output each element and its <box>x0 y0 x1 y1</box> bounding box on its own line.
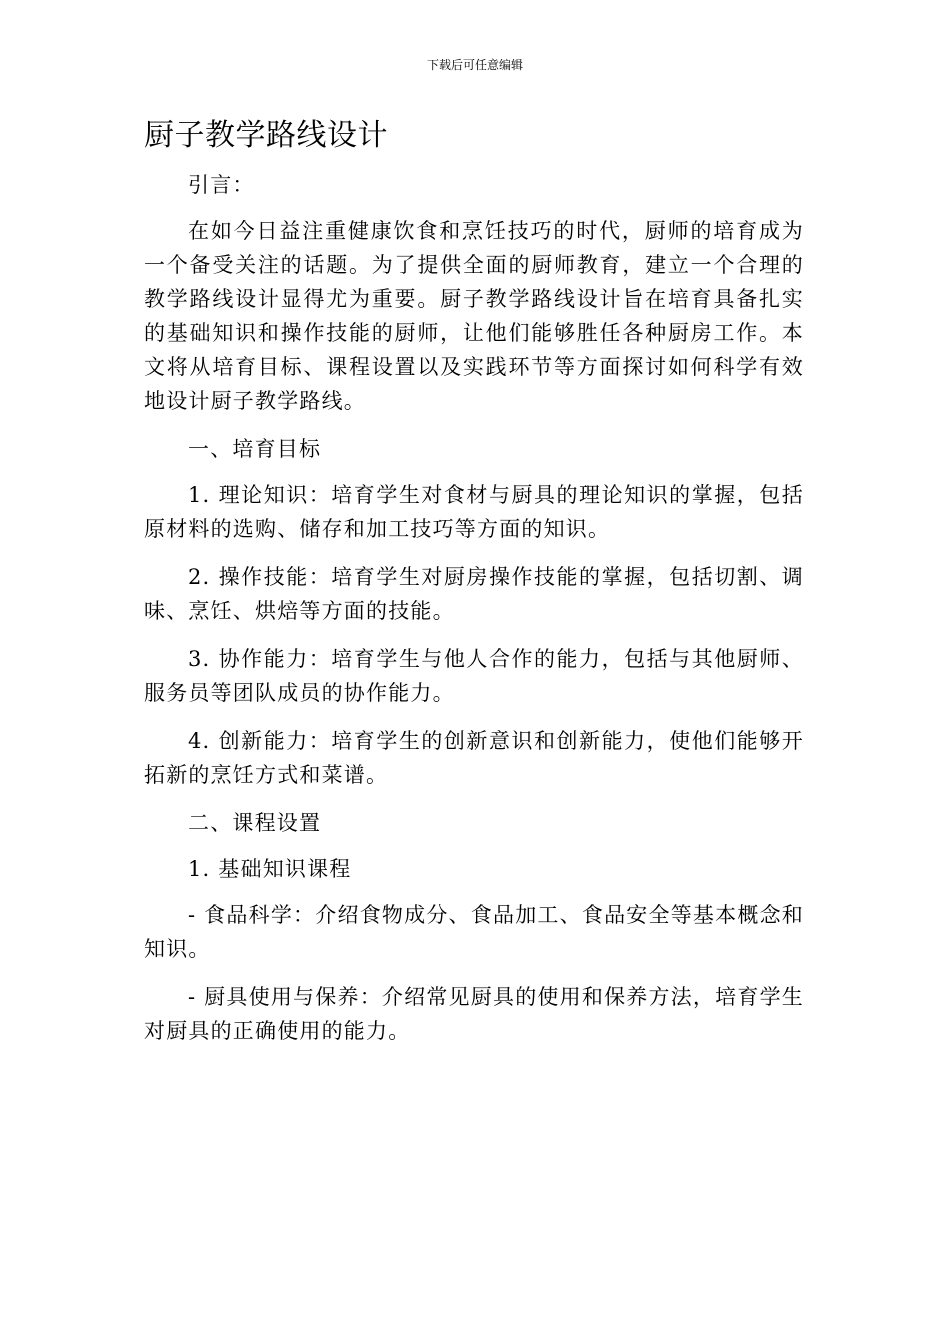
paragraph-goal-4: 4. 创新能力：培育学生的创新意识和创新能力，使他们能够开拓新的烹饪方式和菜谱。 <box>144 729 804 787</box>
paragraph-intro-label: 引言： <box>188 173 255 197</box>
paragraph-goal-2: 2. 操作技能：培育学生对厨房操作技能的掌握，包括切割、调味、烹饪、烘焙等方面的技能。 <box>144 565 804 623</box>
paragraph-course-cookware: - 厨具使用与保养：介绍常见厨具的使用和保养方法，培育学生对厨具的正确使用的能力。 <box>144 985 804 1043</box>
paragraph-goal-1: 1. 理论知识：培育学生对食材与厨具的理论知识的掌握，包括原材料的选购、储存和加工技巧等方面的知识。 <box>144 483 804 541</box>
paragraph-intro: 在如今日益注重健康饮食和烹饪技巧的时代，厨师的培育成为一个备受关注的话题。为了提供全面的厨师教育，建立一个合理的教学路线设计显得尤为重要。厨子教学路线设计旨在培育具备扎实的基础知识和操作技能的厨师，让他们能够胜任各种厨房工作。本文将从培育目标、课程设置以及实践环节等方面探讨如何科学有效地设计厨子教学路线。 <box>144 219 804 413</box>
document-body <box>144 168 804 1062</box>
paragraph-course-food-science: - 食品科学：介绍食物成分、食品加工、食品安全等基本概念和知识。 <box>144 903 804 961</box>
document-title: 厨子教学路线设计 <box>144 118 388 153</box>
paragraph-goal-3: 3. 协作能力：培育学生与他人合作的能力，包括与其他厨师、服务员等团队成员的协作能力。 <box>144 647 804 705</box>
section-heading-courses: 二、课程设置 <box>188 811 322 835</box>
subsection-heading-basic: 1. 基础知识课程 <box>188 857 352 881</box>
section-heading-goals: 一、培育目标 <box>188 437 322 461</box>
page-header-note: 下载后可任意编辑 <box>426 58 523 72</box>
